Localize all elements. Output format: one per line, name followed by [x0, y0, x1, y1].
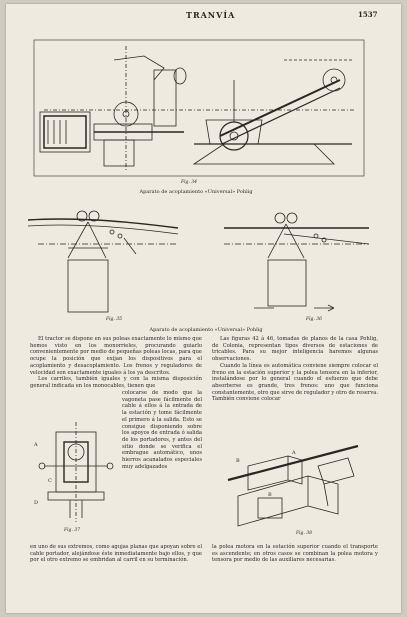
left-paragraph-1: El tractor se dispone en sus poleas exactamente lo mismo que hemos visto en los monorrieles, procurando guiarlo convenientemente por medio de pequeñas poleas locas, para que ocupe la posición que exijan los dispositivos para el acoplamiento y desacoplamiento. Los frenos y reguladores de velocidad son exactamente iguales á los ya descritos.: [30, 336, 202, 376]
right-column-bottom: [212, 544, 378, 564]
running-head-title: TRANVÍA: [186, 10, 236, 20]
figure-35-36-caption: Aparato de acoplamiento «Universal» Pohlig: [149, 327, 263, 333]
figure-36-label: Fig. 36: [306, 317, 323, 322]
right-column: [212, 336, 378, 403]
left-column-wrap: [122, 390, 202, 470]
svg-text:D: D: [34, 500, 39, 506]
figure-34-label: Fig. 34: [181, 180, 198, 185]
figure-38-drawing: [228, 436, 368, 528]
figure-37-drawing: [34, 422, 119, 524]
left-paragraph-2-intro: Los carriles, también iguales y con la misma disposición general indicada en los monocables, tienen que: [30, 376, 202, 389]
right-paragraph-3: la polea motora en la estación superior cuando el transporte es ascendente; en otros casos se combinan la polea motora y tensora por medio de las auxiliares necesarias.: [212, 544, 378, 564]
left-column-bottom: [30, 544, 202, 564]
svg-text:C: C: [48, 478, 52, 484]
svg-text:A: A: [292, 450, 296, 456]
figure-35-label: Fig. 35: [106, 317, 123, 322]
book-page: [6, 4, 401, 613]
figure-35-drawing: [28, 208, 178, 314]
right-paragraph-1: Las figuras 42 á 46, tomadas de planos de la casa Pohlig, de Colonia, representan tipos diversos de estaciones de tricables. Para su mejor inteligencia haremos algunas observaciones.: [212, 336, 378, 363]
page-number: 1537: [358, 10, 378, 19]
left-paragraph-2-end: en uno de sus extremos, como agujas planas que apoyan sobre el cable portador, alejándose éste inmediatamente bajo ellos, y que por el otro extremo se embridan al carril en su terminación.: [30, 544, 202, 564]
left-paragraph-2-wrap: colocarse de modo que la vagoneta pase fácilmente del cable á ellos á la entrada de la estación y tome fácilmente el primero á la salida. Esto se consigue disponiendo sobre los apoyos de entrada ó salida de los portadores, y antes del sitio donde se verifica el embrague automático, unos hierros acanalados especiales muy adelgazados: [122, 390, 202, 470]
left-column: [30, 336, 202, 390]
svg-text:B: B: [268, 492, 272, 498]
svg-text:A: A: [34, 442, 38, 448]
figure-34-drawing: [34, 40, 364, 176]
figure-36-drawing: [224, 208, 369, 314]
right-paragraph-2: Cuando la línea es automática conviene siempre colocar el freno en la estación superior y la polea tensora en la inferior, instalándose por lo general cuando el esfuerzo que debe absorberse es grande, tres frenos: uno que funciona constantemente, otro que sirve de regulador y otro de reserva. También conviene colocar: [212, 362, 378, 403]
figure-38-label: Fig. 38: [296, 531, 313, 536]
figure-34-caption: Aparato de acoplamiento «Universal» Pohlig: [139, 189, 253, 195]
svg-text:B: B: [236, 458, 240, 464]
figure-37-label: Fig. 37: [64, 528, 81, 533]
